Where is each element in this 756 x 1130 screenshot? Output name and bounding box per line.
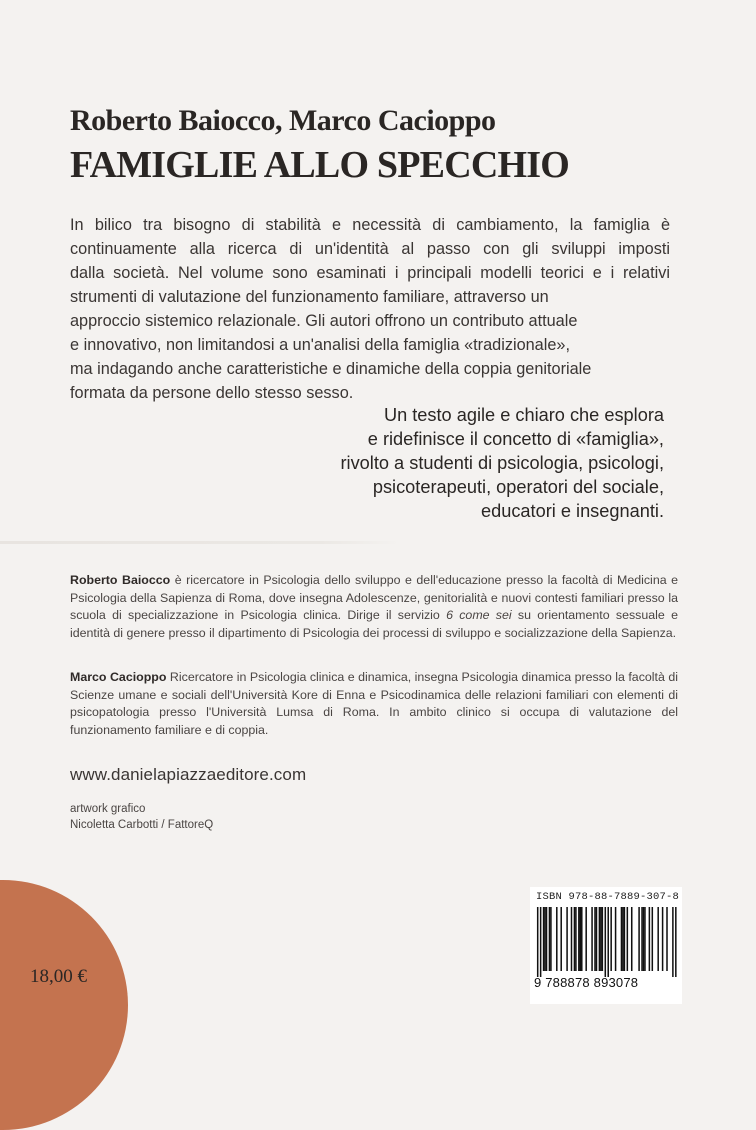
bio-author-name: Roberto Baiocco — [70, 573, 171, 587]
book-title: FAMIGLIE ALLO SPECCHIO — [70, 144, 569, 186]
barcode-bar — [643, 907, 645, 971]
barcode-digits: 9 788878 893078 — [534, 975, 639, 990]
synopsis — [70, 213, 670, 405]
barcode-bar — [550, 907, 552, 971]
barcode-bar — [560, 907, 562, 971]
barcode-bar — [624, 907, 626, 971]
barcode-bar — [644, 907, 646, 971]
synopsis-line: e innovativo, non limitandosi a un'analisi della famiglia «tradizionale», — [70, 336, 570, 354]
barcode-bar — [657, 907, 659, 971]
barcode-bar — [571, 907, 573, 971]
barcode-bar — [549, 907, 551, 971]
tagline-line: psicoterapeuti, operatori del sociale, — [372, 477, 664, 497]
author-bio-cacioppo — [70, 669, 678, 739]
barcode-bar — [599, 907, 601, 971]
barcode-bar — [546, 907, 548, 971]
credits-label: artwork grafico — [70, 803, 146, 815]
bio-text: su orientamento sessuale e identità di genere presso il dipartimento di Psicologia dei processi di sviluppo e socializzazione della Sapienza. — [70, 608, 678, 640]
barcode-bar — [602, 907, 604, 971]
synopsis-line: strumenti di valutazione del funzionamento familiare, attraverso un — [70, 288, 549, 306]
barcode-bar — [591, 907, 593, 971]
barcode-bar — [662, 907, 664, 971]
barcode-bar — [622, 907, 624, 971]
synopsis-line: continuamente alla ricerca di un'identità al passo con gli sviluppi imposti — [70, 240, 670, 258]
artwork-credits — [70, 801, 213, 833]
barcode-bar — [641, 907, 643, 971]
barcode-bar — [627, 907, 629, 971]
barcode-bar — [652, 907, 654, 971]
barcode-bar — [578, 907, 580, 971]
tagline-line: rivolto a studenti di psicologia, psicologi, — [340, 453, 664, 473]
barcode-bar — [566, 907, 568, 971]
tagline-line: educatori e insegnanti. — [480, 501, 664, 521]
barcode-bar — [556, 907, 558, 971]
barcode-bar — [544, 907, 546, 971]
barcode-bar — [600, 907, 602, 971]
barcode-bar — [675, 907, 677, 977]
barcode-bar — [607, 907, 609, 977]
barcode-bar — [581, 907, 583, 971]
bio-service-name: 6 come sei — [446, 608, 512, 622]
barcode-bars — [534, 907, 678, 977]
price: 18,00 € — [30, 966, 87, 987]
author-bio-baiocco — [70, 572, 678, 642]
barcode-bar — [596, 907, 598, 971]
isbn-label: ISBN 978-88-7889-307-8 — [536, 891, 680, 903]
barcode — [530, 887, 682, 1004]
barcode-bar — [574, 907, 576, 971]
authors: Roberto Baiocco, Marco Cacioppo — [70, 104, 496, 137]
synopsis-line: In bilico tra bisogno di stabilità e necessità di cambiamento, la famiglia è — [70, 216, 670, 234]
bio-author-name: Marco Cacioppo — [70, 670, 167, 684]
tagline-line: Un testo agile e chiaro che esplora — [383, 405, 664, 425]
synopsis-line: formata da persone dello stesso sesso. — [70, 384, 354, 402]
synopsis-line: approccio sistemico relazionale. Gli autori offrono un contributo attuale — [70, 312, 578, 330]
barcode-bar — [580, 907, 582, 971]
barcode-bar — [594, 907, 596, 971]
bio-text: Ricercatore in Psicologia clinica e dinamica, insegna Psicologia dinamica presso la facoltà di Scienze umane e sociali dell'Università Kore di Enna e Psicodinamica delle relazioni familiari con elementi di psicopatologia presso l'Università Lumsa di Roma. In ambito clinico si occupa di valutazione del funzionamento familiare e di coppia. — [70, 670, 679, 737]
price-circle — [0, 880, 128, 1130]
barcode-bar — [666, 907, 668, 971]
barcode-bar — [649, 907, 651, 971]
barcode-bar — [672, 907, 674, 977]
barcode-bar — [540, 907, 542, 977]
bio-text: è ricercatore in Psicologia dello sviluppo e dell'educazione presso la facoltà di Medicina e Psicologia della Sapienza di Roma, dove insegna Adolescenze, genitorialità e nuovi contesti familiari presso la scuola di specializzazione in Psicologia clinica. Dirige il servizio — [70, 573, 679, 622]
synopsis-line: dalla società. Nel volume sono esaminati i principali modelli teorici e i relativi — [70, 264, 670, 282]
divider — [0, 541, 400, 544]
synopsis-line: ma indagando anche caratteristiche e dinamiche della coppia genitoriale — [70, 360, 592, 378]
tagline-line: e ridefinisce il concetto di «famiglia», — [367, 429, 664, 449]
barcode-bar — [615, 907, 617, 971]
barcode-bar — [605, 907, 607, 977]
barcode-bar — [585, 907, 587, 971]
barcode-bar — [621, 907, 623, 971]
barcode-bar — [610, 907, 612, 971]
credits-value: Nicoletta Carbotti / FattoreQ — [70, 819, 214, 831]
barcode-bar — [631, 907, 633, 971]
barcode-bar — [575, 907, 577, 971]
tagline — [340, 403, 664, 523]
barcode-bar — [537, 907, 539, 977]
barcode-bar — [543, 907, 545, 971]
publisher-website: www.danielapiazzaeditore.com — [70, 765, 307, 784]
barcode-bar — [638, 907, 640, 971]
